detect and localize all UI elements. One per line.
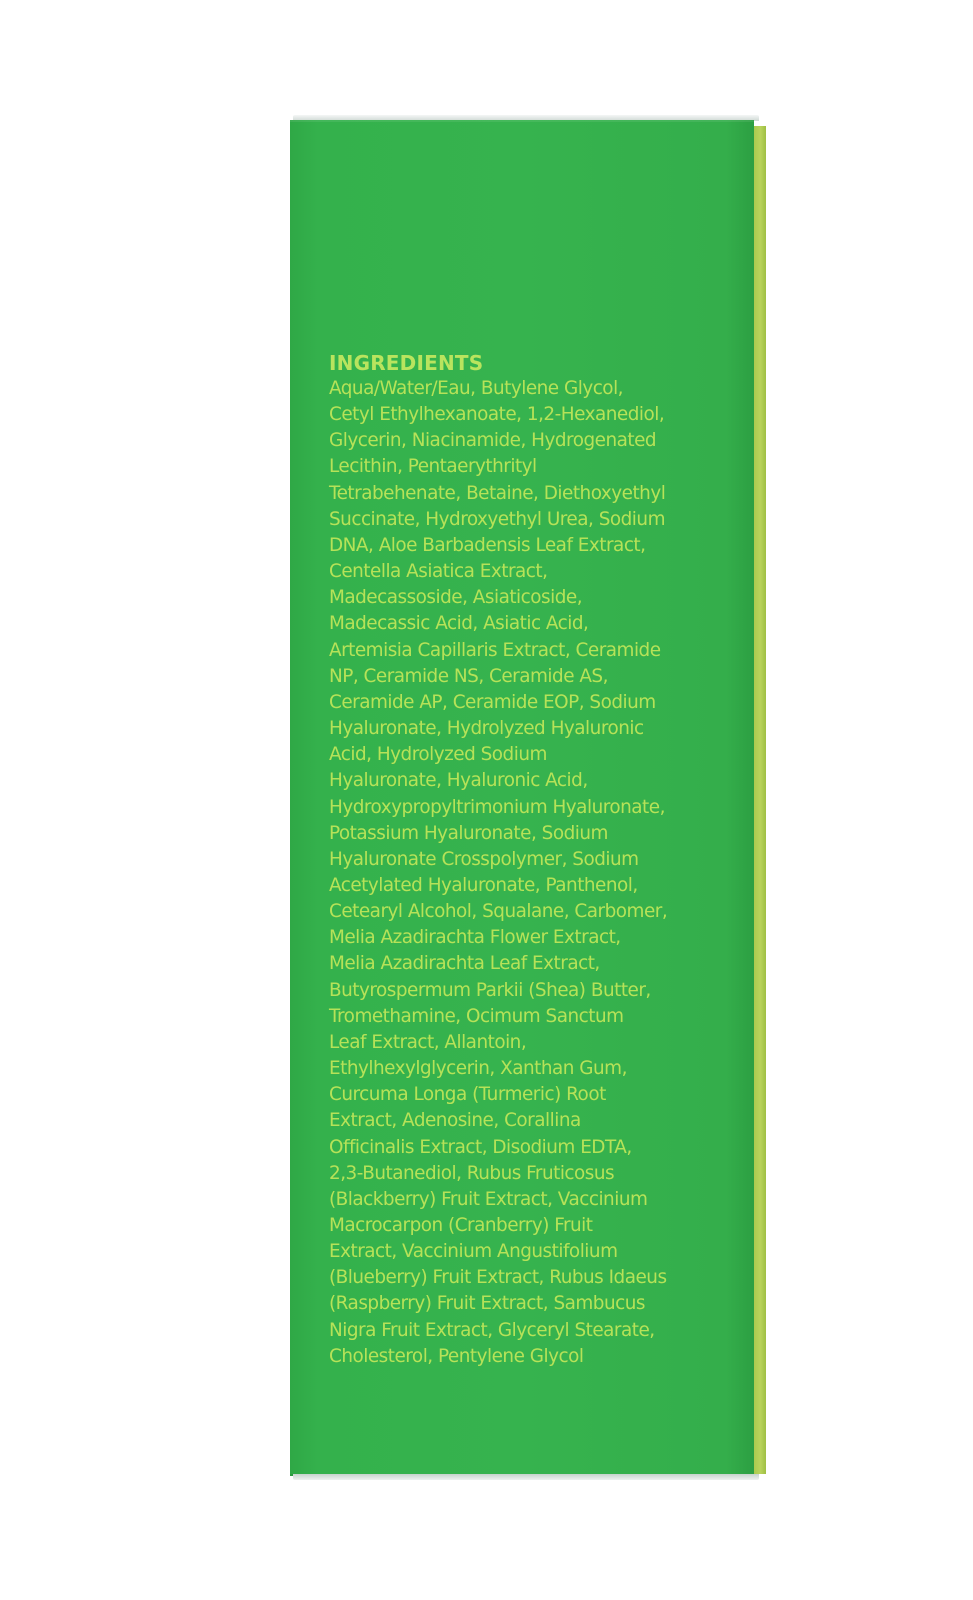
ingredient-line: Succinate, Hydroxyethyl Urea, Sodium	[329, 508, 665, 530]
ingredient-line: (Blackberry) Fruit Extract, Vaccinium	[329, 1188, 648, 1210]
ingredient-line: Tetrabehenate, Betaine, Diethoxyethyl	[329, 482, 666, 504]
ingredients-panel	[329, 350, 729, 1370]
ingredient-line: Acetylated Hyaluronate, Panthenol,	[329, 874, 638, 896]
ingredient-line: Ethylhexylglycerin, Xanthan Gum,	[329, 1058, 627, 1080]
ingredient-line: Hyaluronate, Hyaluronic Acid,	[329, 770, 588, 792]
ingredient-line: Potassium Hyaluronate, Sodium	[329, 822, 608, 844]
ingredient-line: Officinalis Extract, Disodium EDTA,	[329, 1136, 632, 1158]
ingredient-line: Extract, Adenosine, Corallina	[329, 1110, 581, 1132]
ingredient-line: Glycerin, Niacinamide, Hydrogenated	[329, 430, 657, 452]
ingredient-line: Melia Azadirachta Flower Extract,	[329, 927, 621, 949]
ingredient-line: Macrocarpon (Cranberry) Fruit	[329, 1215, 593, 1236]
ingredient-line: Lecithin, Pentaerythrityl	[329, 456, 537, 478]
ingredient-line: 2,3-Butanediol, Rubus Fruticosus	[329, 1162, 615, 1184]
ingredient-line: Curcuma Longa (Turmeric) Root	[329, 1084, 606, 1106]
ingredient-line: Butyrospermum Parkii (Shea) Butter,	[329, 979, 651, 1001]
ingredient-line: (Raspberry) Fruit Extract, Sambucus	[329, 1293, 645, 1315]
ingredient-line: Extract, Vaccinium Angustifolium	[329, 1241, 618, 1263]
ingredient-line: Ceramide AP, Ceramide EOP, Sodium	[329, 691, 656, 713]
ingredient-line: Melia Azadirachta Leaf Extract,	[329, 953, 600, 975]
ingredients-list	[329, 376, 729, 1370]
ingredient-line: (Blueberry) Fruit Extract, Rubus Idaeus	[329, 1267, 667, 1289]
ingredient-line: Centella Asiatica Extract,	[329, 561, 548, 583]
ingredient-line: DNA, Aloe Barbadensis Leaf Extract,	[329, 534, 646, 556]
ingredient-line: Leaf Extract, Allantoin,	[329, 1031, 527, 1053]
ingredients-heading: INGREDIENTS	[329, 351, 484, 375]
ingredient-line: Hydroxypropyltrimonium Hyaluronate,	[329, 796, 665, 818]
box-side-panel	[752, 126, 766, 1474]
ingredient-line: Acid, Hydrolyzed Sodium	[329, 744, 547, 766]
ingredient-line: Hyaluronate Crosspolymer, Sodium	[329, 848, 639, 870]
ingredient-line: NP, Ceramide NS, Ceramide AS,	[329, 665, 608, 687]
ingredient-line: Cetearyl Alcohol, Squalane, Carbomer,	[329, 901, 668, 923]
ingredient-line: Madecassoside, Asiaticoside,	[329, 587, 583, 609]
ingredient-line: Cetyl Ethylhexanoate, 1,2-Hexanediol,	[329, 404, 665, 426]
ingredient-line: Tromethamine, Ocimum Sanctum	[329, 1005, 624, 1027]
box-bottom-edge	[293, 1474, 759, 1480]
ingredient-line: Artemisia Capillaris Extract, Ceramide	[329, 639, 661, 661]
ingredient-line: Nigra Fruit Extract, Glyceryl Stearate,	[329, 1319, 655, 1341]
ingredient-line: Hyaluronate, Hydrolyzed Hyaluronic	[329, 718, 644, 740]
ingredient-line: Aqua/Water/Eau, Butylene Glycol,	[329, 378, 624, 399]
ingredient-line: Cholesterol, Pentylene Glycol	[329, 1345, 584, 1367]
ingredient-line: Madecassic Acid, Asiatic Acid,	[329, 613, 589, 635]
